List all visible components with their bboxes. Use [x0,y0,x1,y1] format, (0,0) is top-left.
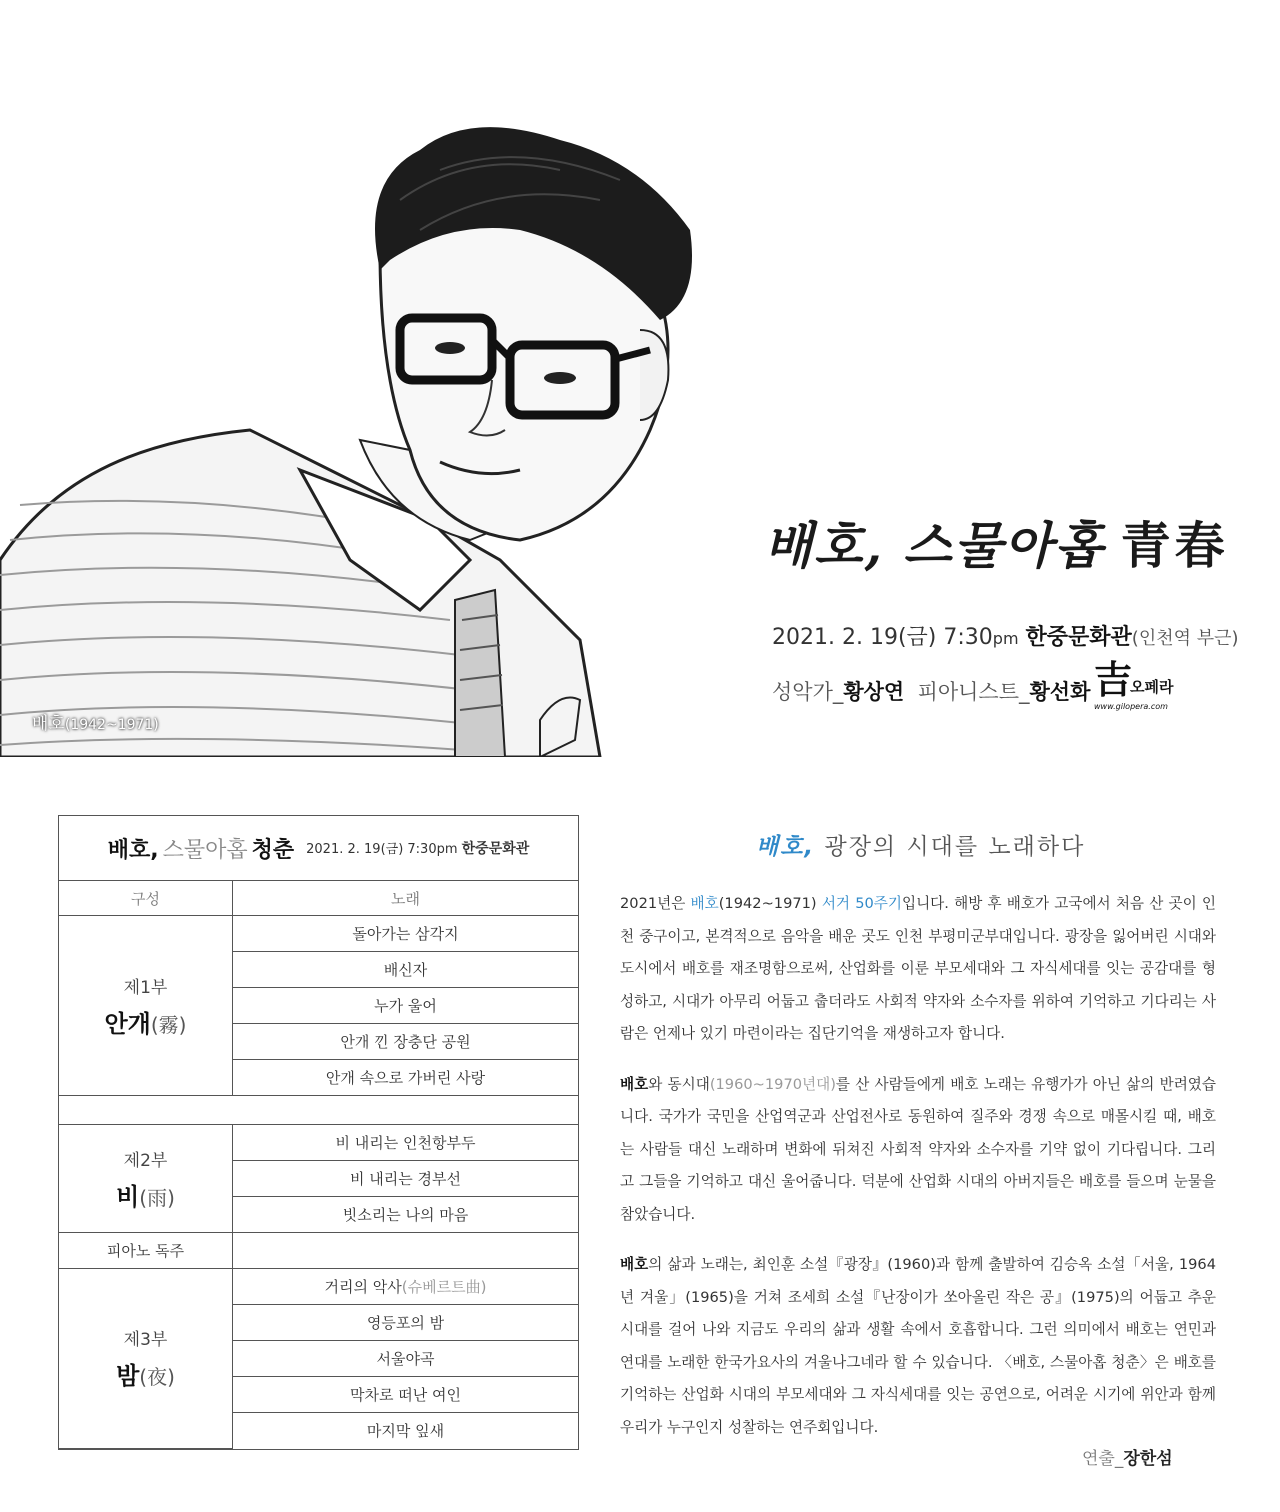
song-title: 비 내리는 인천항부두 [233,1125,579,1161]
program-title-2: 스물아홉 [162,837,248,863]
event-date: 2021. 2. 19 [772,625,898,650]
part-cell [59,1269,233,1449]
table-row [59,1233,578,1269]
part-cell [59,916,233,1096]
part-name: 비 [116,1182,140,1211]
part-number: 제3부 [123,1330,168,1351]
program-venue: 한중문화관 [461,841,530,857]
event-time-suffix: pm [992,629,1019,648]
text-span: 를 산 사람들에게 배호 노래는 유행가가 아닌 삶의 반려였습니다. 국가가 국민을 산업역군과 산업전사로 동원하여 질주와 경쟁 속으로 매몰시킬 때, 배호는 사람들 대신 노래하며 변화에 뒤쳐진 사회적 약자와 소수자를 기약 없이 기다립니다. 그리고 그들을 기억하고 대신 울어줍니다. 덕분에 산업화 시대의 아버지들은 배호를 들으며 눈물을 참았습니다. [620,1075,1216,1223]
text-span: 2021년은 [620,895,691,912]
hero-title-hanja: 青春 [1120,516,1229,575]
song-title: 비 내리는 경부선 [233,1161,579,1197]
program-grid [59,881,578,1449]
part-hanja: (霧) [150,1012,187,1037]
part-hanja: (夜) [139,1365,175,1390]
text-span: 입니다. 해방 후 배호가 고국에서 처음 산 곳이 인천 중구이고, 본격적으로 음악을 배운 곳도 인천 부평미군부대입니다. 광장을 잃어버린 시대와 도시에서 배호를 재조명함으로써, 산업화를 이룬 부모세대와 그 자식세대를 잇는 공감대를 형성하고, 시대가 아무리 어둡고 춥더라도 사회적 약자와 소수자를 위하여 기억하고 기다리는 사람은 언제나 있기 마련이라는 집단기억을 재생하고자 합니다. [620,895,1216,1042]
name-bold: 배호 [620,1075,649,1093]
program-date: 2021. 2. 19 [306,842,381,857]
column-header-song: 노래 [233,881,579,916]
name-bold: 배호 [620,1256,649,1273]
program-table [58,815,579,1450]
song-title: 누가 울어 [233,988,579,1024]
event-day: (금) [897,625,937,650]
hero-title [764,506,1229,578]
table-row [59,1125,578,1161]
essay-paragraph-3 [620,1249,1216,1444]
program-title-1: 배호, [107,837,159,863]
performer-name-2: 황선화 [1029,680,1091,704]
performer-role-2: 피아니스트_ [917,680,1030,704]
essay-body [620,888,1216,1462]
hero-title-main: 배호, 스물아홉 [764,516,1105,575]
table-header-row [59,881,578,916]
song-title: 안개 속으로 가버린 사랑 [233,1060,579,1096]
portrait-illustration [0,0,700,757]
event-datetime [772,620,1239,651]
text-span: (1942~1971) [718,895,822,912]
part-name: 안개 [104,1009,151,1038]
period-note: (1960~1970년대) [709,1075,836,1093]
essay-title [756,828,1085,861]
text-span: 와 동시대 [648,1075,710,1093]
program-info [306,838,529,858]
anniversary-highlight: 서거 50주기 [821,895,902,912]
essay-paragraph-2 [620,1069,1216,1232]
song-title-text: 거리의 악사 [324,1278,402,1296]
gil-opera-logo [1094,657,1184,716]
caption-years: (1942~1971) [64,717,159,733]
song-title: 막차로 떠난 여인 [233,1377,579,1413]
event-venue: 한중문화관 [1025,625,1132,650]
song-note: (슈베르트曲) [401,1278,487,1296]
table-row [59,916,578,952]
program-day: (금) [380,842,404,857]
piano-solo-empty [233,1233,579,1269]
part-name: 밤 [116,1362,140,1391]
song-title: 배신자 [233,952,579,988]
logo-mark: 吉 [1094,657,1133,702]
song-title [233,1269,579,1305]
spacer-cell [59,1096,578,1125]
name-highlight: 배호 [690,895,719,912]
column-header-part: 구성 [59,881,233,916]
event-venue-note: (인천역 부근) [1131,628,1239,649]
piano-solo: 피아노 독주 [59,1233,233,1269]
part-number: 제2부 [123,1150,168,1171]
director-credit [1082,1444,1173,1469]
director-name: 장한섬 [1123,1449,1173,1469]
director-role: 연출_ [1082,1449,1124,1469]
performer-role-1: 성악가_ [772,680,844,704]
table-row [59,1269,578,1305]
text-span: 의 삶과 노래는, 최인훈 소설『광장』(1960)과 함께 출발하여 김승옥 소설「서울, 1964년 겨울」(1965)을 거쳐 조세희 소설『난장이가 쏘아올린 작은 공』(1975)의 어둡고 추운 시대를 걸어 나와 지금도 우리의 삶과 생활 속에서 호흡합니다. 그런 의미에서 배호는 연민과 연대를 노래한 한국가요사의 겨울나그네라 할 수 있습니다. 〈배호, 스물아홉 청춘〉은 배호를 기억하는 산업화 시대의 부모세대와 그 자식세대를 잇는 공연으로, 어려운 시기에 위안과 함께 우리가 누구인지 성찰하는 연주회입니다. [620,1256,1216,1436]
performer-name-1: 황상연 [843,680,905,704]
part-cell [59,1125,233,1233]
caption-name: 배호 [32,714,65,734]
essay-paragraph-1 [620,888,1216,1051]
song-title: 안개 낀 장충단 공원 [233,1024,579,1060]
logo-name: 오페라 [1130,678,1174,696]
song-title: 서울야곡 [233,1341,579,1377]
song-title: 빗소리는 나의 마음 [233,1197,579,1233]
part-number: 제1부 [123,977,168,998]
song-title: 마지막 잎새 [233,1413,579,1449]
essay-title-rest: 광장의 시대를 노래하다 [824,834,1086,860]
spacer-row [59,1096,578,1125]
event-time: 7:30 [943,625,993,650]
part-hanja: (雨) [139,1185,175,1210]
song-title: 영등포의 밤 [233,1305,579,1341]
program-header [59,816,578,881]
program-title-3: 청춘 [251,837,295,863]
essay-title-blue: 배호, [756,834,816,860]
logo-url: www.gilopera.com [1094,702,1168,711]
song-title: 돌아가는 삼각지 [233,916,579,952]
program-time: 7:30pm [407,842,458,857]
performers [772,676,1090,706]
portrait-caption [32,709,159,734]
